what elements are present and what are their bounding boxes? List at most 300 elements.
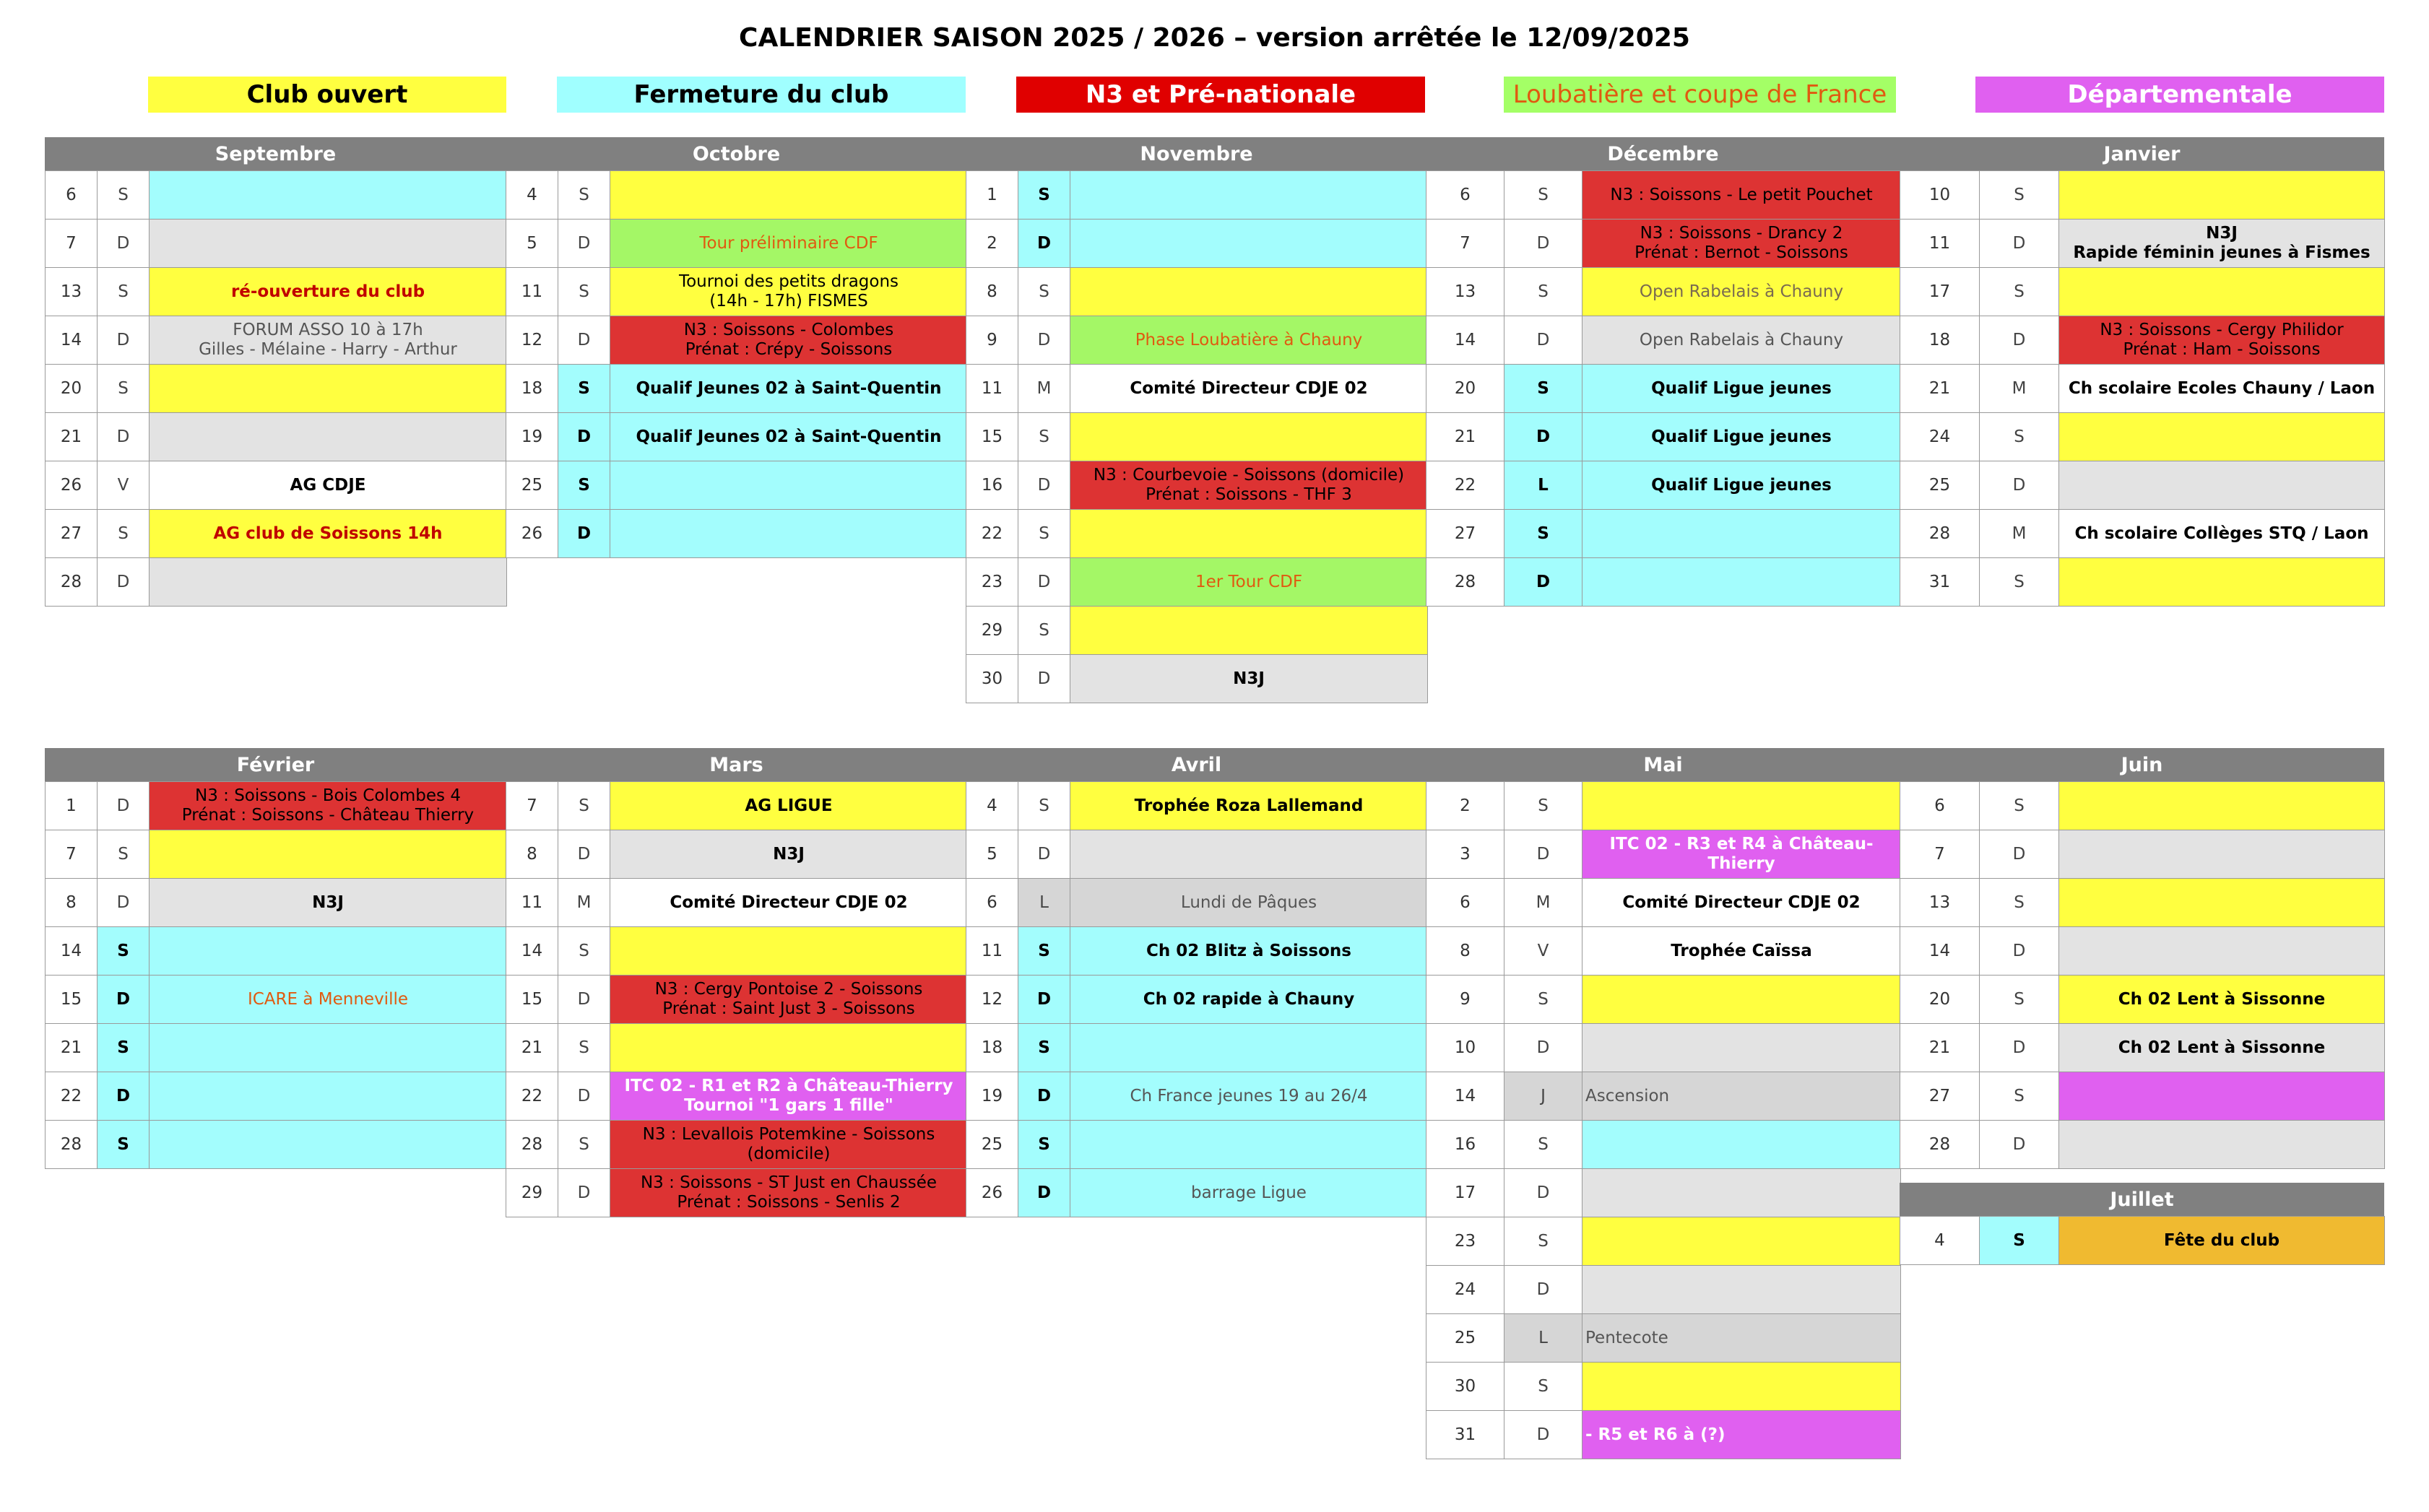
event-cell-empty — [1582, 1120, 1901, 1169]
day-number: 1 — [966, 170, 1018, 220]
day-number: 19 — [966, 1072, 1018, 1121]
calendar-row — [45, 975, 506, 1023]
event-cell-empty — [610, 461, 968, 510]
event-cell-empty — [1582, 1168, 1901, 1217]
day-number: 17 — [1426, 1168, 1504, 1217]
day-of-week: D — [1504, 557, 1582, 607]
calendar-row — [1426, 364, 1900, 412]
calendar-row — [45, 170, 506, 219]
day-number: 25 — [1900, 461, 1980, 510]
month-header-octobre: Octobre — [506, 137, 967, 170]
event-cell: AG LIGUE — [610, 781, 968, 830]
day-number: 26 — [506, 509, 558, 558]
day-number: 23 — [1426, 1217, 1504, 1266]
event-cell-empty — [2058, 461, 2385, 510]
calendar-row — [1426, 1410, 1900, 1459]
calendar-row — [966, 606, 1427, 654]
day-of-week: D — [1018, 975, 1070, 1024]
calendar-row — [506, 975, 967, 1023]
day-of-week: D — [97, 316, 150, 365]
day-of-week: S — [558, 461, 610, 510]
event-cell-empty — [2058, 1072, 2385, 1121]
day-of-week: D — [1018, 557, 1070, 607]
day-of-week: S — [1018, 1120, 1070, 1169]
day-number: 7 — [45, 219, 98, 268]
calendar-row — [45, 1120, 506, 1168]
day-number: 21 — [1426, 412, 1504, 461]
event-cell-empty — [1582, 1362, 1901, 1411]
day-of-week: D — [1504, 219, 1582, 268]
calendar-row — [966, 781, 1427, 830]
month-header-avril: Avril — [966, 748, 1427, 781]
day-of-week: S — [1018, 606, 1070, 655]
day-of-week: D — [1018, 316, 1070, 365]
calendar-row — [1900, 461, 2384, 509]
calendar-row — [1900, 170, 2384, 219]
calendar-row — [1426, 926, 1900, 975]
event-cell-empty — [1070, 1023, 1428, 1072]
day-of-week: D — [1979, 830, 2059, 879]
day-of-week: D — [97, 1072, 150, 1121]
calendar-row — [1426, 1313, 1900, 1362]
calendar-row — [506, 1120, 967, 1168]
day-number: 27 — [1900, 1072, 1980, 1121]
day-of-week: D — [1018, 830, 1070, 879]
day-of-week: D — [558, 1168, 610, 1217]
event-cell: Phase Loubatière à Chauny — [1070, 316, 1428, 365]
event-cell-empty — [1582, 509, 1901, 558]
event-cell: N3 : Courbevoie - Soissons (domicile) Prénat : Soissons - THF 3 — [1070, 461, 1428, 510]
day-number: 30 — [1426, 1362, 1504, 1411]
legend-club-open: Club ouvert — [148, 77, 506, 113]
calendar-row — [1426, 412, 1900, 461]
day-number: 14 — [1900, 926, 1980, 976]
day-of-week: S — [1018, 781, 1070, 830]
calendar-row — [966, 509, 1427, 557]
calendar-row — [966, 461, 1427, 509]
calendar-row — [1426, 509, 1900, 557]
day-number: 10 — [1900, 170, 1980, 220]
event-cell: N3 : Soissons - Cergy Philidor Prénat : Ham - Soissons — [2058, 316, 2385, 365]
day-of-week: S — [97, 1023, 150, 1072]
day-number: 31 — [1900, 557, 1980, 607]
event-cell-empty — [1070, 170, 1428, 220]
day-of-week: D — [558, 830, 610, 879]
calendar-row — [506, 878, 967, 926]
page-title: CALENDRIER SAISON 2025 / 2026 – version arrêtée le 12/09/2025 — [739, 23, 1690, 53]
day-of-week: S — [1979, 170, 2059, 220]
calendar-row — [45, 316, 506, 364]
day-number: 15 — [45, 975, 98, 1024]
day-number: 9 — [966, 316, 1018, 365]
month-header-septembre: Septembre — [45, 137, 506, 170]
event-cell-empty — [149, 412, 507, 461]
day-number: 11 — [966, 926, 1018, 976]
event-cell: N3J — [1070, 654, 1428, 703]
month-header-mars: Mars — [506, 748, 967, 781]
event-cell-empty — [610, 170, 968, 220]
day-number: 6 — [1900, 781, 1980, 830]
event-cell: Qualif Jeunes 02 à Saint-Quentin — [610, 412, 968, 461]
day-of-week: D — [558, 219, 610, 268]
day-of-week: D — [1979, 926, 2059, 976]
calendar-row — [966, 1072, 1427, 1120]
calendar-row — [1900, 1216, 2384, 1264]
day-number: 1 — [45, 781, 98, 830]
calendar-row — [45, 878, 506, 926]
event-cell: Ch scolaire Collèges STQ / Laon — [2058, 509, 2385, 558]
day-of-week: S — [558, 781, 610, 830]
calendar-row — [1900, 267, 2384, 316]
day-number: 13 — [45, 267, 98, 316]
calendar-row — [506, 412, 967, 461]
calendar-row — [1426, 781, 1900, 830]
day-number: 6 — [45, 170, 98, 220]
day-of-week: V — [97, 461, 150, 510]
day-of-week: D — [1504, 1023, 1582, 1072]
day-of-week: D — [558, 509, 610, 558]
event-cell: Comité Directeur CDJE 02 — [610, 878, 968, 927]
calendar-row — [1900, 412, 2384, 461]
day-of-week: D — [1018, 654, 1070, 703]
day-number: 22 — [1426, 461, 1504, 510]
event-cell-empty — [2058, 781, 2385, 830]
event-cell: ré-ouverture du club — [149, 267, 507, 316]
day-of-week: S — [558, 267, 610, 316]
day-of-week: S — [97, 926, 150, 976]
calendar-row — [966, 975, 1427, 1023]
day-number: 28 — [1900, 509, 1980, 558]
day-of-week: D — [1504, 1410, 1582, 1459]
day-number: 21 — [506, 1023, 558, 1072]
calendar-row — [1426, 461, 1900, 509]
calendar-row — [506, 364, 967, 412]
event-cell: AG club de Soissons 14h — [149, 509, 507, 558]
day-of-week: J — [1504, 1072, 1582, 1121]
calendar-row — [1426, 219, 1900, 267]
day-number: 29 — [506, 1168, 558, 1217]
day-number: 5 — [506, 219, 558, 268]
day-number: 18 — [966, 1023, 1018, 1072]
event-cell: Trophée Roza Lallemand — [1070, 781, 1428, 830]
day-number: 28 — [506, 1120, 558, 1169]
day-of-week: D — [558, 412, 610, 461]
event-cell: Comité Directeur CDJE 02 — [1070, 364, 1428, 413]
day-of-week: D — [97, 975, 150, 1024]
day-of-week: M — [558, 878, 610, 927]
day-of-week: D — [97, 781, 150, 830]
day-number: 30 — [966, 654, 1018, 703]
day-of-week: D — [1504, 1265, 1582, 1314]
day-of-week: S — [1504, 1120, 1582, 1169]
day-number: 22 — [45, 1072, 98, 1121]
day-of-week: D — [1018, 1168, 1070, 1217]
event-cell-empty — [1582, 1023, 1901, 1072]
day-of-week: D — [97, 557, 150, 607]
month-header-juin: Juin — [1900, 748, 2384, 781]
event-cell-empty — [1070, 509, 1428, 558]
event-cell: Ch scolaire Ecoles Chauny / Laon — [2058, 364, 2385, 413]
event-cell-empty — [149, 219, 507, 268]
day-of-week: S — [1018, 170, 1070, 220]
day-number: 18 — [506, 364, 558, 413]
day-of-week: S — [1504, 509, 1582, 558]
calendar-row — [1426, 975, 1900, 1023]
day-number: 24 — [1900, 412, 1980, 461]
day-number: 28 — [1426, 557, 1504, 607]
calendar-row — [966, 830, 1427, 878]
day-of-week: D — [1018, 219, 1070, 268]
legend-departementale: Départementale — [1975, 77, 2384, 113]
day-of-week: S — [558, 926, 610, 976]
day-of-week: D — [1504, 1168, 1582, 1217]
day-number: 12 — [506, 316, 558, 365]
event-cell: FORUM ASSO 10 à 17h Gilles - Mélaine - Harry - Arthur — [149, 316, 507, 365]
day-number: 7 — [45, 830, 98, 879]
day-number: 28 — [45, 557, 98, 607]
day-of-week: D — [1979, 316, 2059, 365]
event-cell: Trophée Caïssa — [1582, 926, 1901, 976]
event-cell-empty — [2058, 1120, 2385, 1169]
day-of-week: D — [1504, 412, 1582, 461]
month-header-juillet: Juillet — [1900, 1183, 2384, 1216]
day-of-week: S — [1504, 1217, 1582, 1266]
day-number: 19 — [506, 412, 558, 461]
day-of-week: S — [1018, 1023, 1070, 1072]
day-of-week: L — [1504, 1313, 1582, 1363]
legend-club-closed: Fermeture du club — [557, 77, 966, 113]
day-of-week: L — [1504, 461, 1582, 510]
day-number: 21 — [1900, 364, 1980, 413]
event-cell: AG CDJE — [149, 461, 507, 510]
day-of-week: D — [1018, 461, 1070, 510]
day-of-week: S — [1979, 412, 2059, 461]
day-number: 4 — [506, 170, 558, 220]
calendar-row — [966, 316, 1427, 364]
day-of-week: V — [1504, 926, 1582, 976]
day-of-week: S — [1018, 926, 1070, 976]
calendar-row — [506, 170, 967, 219]
day-number: 14 — [1426, 316, 1504, 365]
day-number: 8 — [1426, 926, 1504, 976]
day-number: 5 — [966, 830, 1018, 879]
day-of-week: S — [1979, 267, 2059, 316]
calendar-row — [1426, 267, 1900, 316]
calendar-row — [1900, 1023, 2384, 1072]
month-header-novembre: Novembre — [966, 137, 1427, 170]
calendar-row — [1900, 557, 2384, 606]
event-cell-empty — [1582, 975, 1901, 1024]
day-number: 21 — [45, 412, 98, 461]
calendar-row — [966, 364, 1427, 412]
day-of-week: S — [1504, 975, 1582, 1024]
event-cell: N3J — [610, 830, 968, 879]
calendar-row — [45, 219, 506, 267]
day-number: 6 — [1426, 878, 1504, 927]
calendar-row — [506, 1072, 967, 1120]
event-cell-empty — [2058, 267, 2385, 316]
event-cell-empty — [149, 1023, 507, 1072]
day-of-week: S — [97, 364, 150, 413]
calendar-row — [1426, 1362, 1900, 1410]
day-number: 14 — [45, 926, 98, 976]
event-cell: N3J Rapide féminin jeunes à Fismes — [2058, 219, 2385, 268]
day-number: 11 — [1900, 219, 1980, 268]
day-of-week: S — [97, 830, 150, 879]
event-cell-empty — [1070, 267, 1428, 316]
day-number: 15 — [506, 975, 558, 1024]
calendar-row — [1900, 878, 2384, 926]
event-cell-empty — [149, 1072, 507, 1121]
day-of-week: S — [1979, 1072, 2059, 1121]
calendar-row — [966, 1120, 1427, 1168]
event-cell: 1er Tour CDF — [1070, 557, 1428, 607]
calendar-row — [506, 219, 967, 267]
day-number: 8 — [966, 267, 1018, 316]
month-header-fevrier: Février — [45, 748, 506, 781]
day-number: 6 — [966, 878, 1018, 927]
day-number: 7 — [506, 781, 558, 830]
event-cell-empty — [149, 926, 507, 976]
event-cell: N3J — [149, 878, 507, 927]
day-of-week: M — [1979, 364, 2059, 413]
day-number: 4 — [966, 781, 1018, 830]
calendar-row — [966, 219, 1427, 267]
day-number: 6 — [1426, 170, 1504, 220]
day-number: 14 — [1426, 1072, 1504, 1121]
calendar-row — [45, 557, 506, 606]
event-cell-empty — [1582, 1217, 1901, 1266]
event-cell-empty — [149, 1120, 507, 1169]
calendar-row — [45, 267, 506, 316]
event-cell: Qualif Ligue jeunes — [1582, 412, 1901, 461]
event-cell-empty — [1070, 1120, 1428, 1169]
event-cell: N3 : Soissons - Le petit Pouchet — [1582, 170, 1901, 220]
day-of-week: M — [1979, 509, 2059, 558]
day-number: 13 — [1900, 878, 1980, 927]
day-number: 7 — [1900, 830, 1980, 879]
calendar-row — [45, 461, 506, 509]
day-of-week: S — [1979, 878, 2059, 927]
event-cell: Fête du club — [2058, 1216, 2385, 1265]
event-cell-empty — [1582, 781, 1901, 830]
day-of-week: S — [97, 267, 150, 316]
calendar-row — [1900, 975, 2384, 1023]
calendar-row — [1900, 1072, 2384, 1120]
day-number: 11 — [506, 878, 558, 927]
event-cell: barrage Ligue — [1070, 1168, 1428, 1217]
event-cell: Ch 02 Lent à Sissonne — [2058, 975, 2385, 1024]
day-number: 21 — [1900, 1023, 1980, 1072]
event-cell: Open Rabelais à Chauny — [1582, 267, 1901, 316]
day-number: 24 — [1426, 1265, 1504, 1314]
day-number: 20 — [1900, 975, 1980, 1024]
day-number: 27 — [45, 509, 98, 558]
day-number: 25 — [506, 461, 558, 510]
event-cell: Qualif Ligue jeunes — [1582, 364, 1901, 413]
calendar-row — [966, 654, 1427, 703]
day-number: 20 — [45, 364, 98, 413]
calendar-row — [1426, 878, 1900, 926]
day-of-week: D — [97, 412, 150, 461]
day-number: 31 — [1426, 1410, 1504, 1459]
event-cell: - R5 et R6 à (?) — [1582, 1410, 1901, 1459]
event-cell: N3 : Levallois Potemkine - Soissons (domicile) — [610, 1120, 968, 1169]
event-cell: N3 : Soissons - ST Just en Chaussée Prénat : Soissons - Senlis 2 — [610, 1168, 968, 1217]
day-of-week: S — [558, 1023, 610, 1072]
day-of-week: S — [97, 509, 150, 558]
calendar-row — [966, 170, 1427, 219]
day-of-week: S — [1979, 781, 2059, 830]
day-number: 12 — [966, 975, 1018, 1024]
calendar-row — [966, 1023, 1427, 1072]
day-of-week: S — [558, 364, 610, 413]
calendar-row — [45, 781, 506, 830]
day-number: 2 — [1426, 781, 1504, 830]
day-of-week: S — [1018, 412, 1070, 461]
day-number: 4 — [1900, 1216, 1980, 1265]
month-header-decembre: Décembre — [1426, 137, 1900, 170]
calendar-row — [45, 1023, 506, 1072]
event-cell-empty — [2058, 926, 2385, 976]
legend-loubatiere-cdf: Loubatière et coupe de France — [1504, 77, 1896, 113]
event-cell-empty — [1582, 557, 1901, 607]
event-cell-empty — [2058, 412, 2385, 461]
day-of-week: D — [97, 878, 150, 927]
event-cell-empty — [610, 926, 968, 976]
calendar-row — [1900, 364, 2384, 412]
event-cell: Ch 02 Blitz à Soissons — [1070, 926, 1428, 976]
calendar-row — [506, 316, 967, 364]
calendar-row — [506, 926, 967, 975]
day-number: 28 — [45, 1120, 98, 1169]
day-number: 14 — [506, 926, 558, 976]
day-number: 26 — [966, 1168, 1018, 1217]
day-of-week: D — [1979, 1023, 2059, 1072]
event-cell: Qualif Jeunes 02 à Saint-Quentin — [610, 364, 968, 413]
day-of-week: D — [1504, 316, 1582, 365]
day-number: 27 — [1426, 509, 1504, 558]
calendar-row — [1426, 1072, 1900, 1120]
day-of-week: L — [1018, 878, 1070, 927]
calendar-row — [45, 830, 506, 878]
day-number: 20 — [1426, 364, 1504, 413]
day-number: 13 — [1426, 267, 1504, 316]
event-cell-empty — [2058, 830, 2385, 879]
day-number: 10 — [1426, 1023, 1504, 1072]
day-of-week: D — [1979, 1120, 2059, 1169]
legend-n3-prenationale: N3 et Pré-nationale — [1016, 77, 1425, 113]
calendar-row — [45, 412, 506, 461]
calendar-row — [966, 412, 1427, 461]
event-cell: Qualif Ligue jeunes — [1582, 461, 1901, 510]
day-of-week: M — [1018, 364, 1070, 413]
event-cell-empty — [1070, 606, 1428, 655]
day-of-week: D — [558, 316, 610, 365]
day-of-week: S — [97, 1120, 150, 1169]
calendar-row — [506, 781, 967, 830]
calendar-row — [966, 878, 1427, 926]
event-cell-empty — [1070, 830, 1428, 879]
day-number: 22 — [966, 509, 1018, 558]
calendar-row — [1426, 1120, 1900, 1168]
calendar-row — [966, 267, 1427, 316]
calendar-row — [966, 1168, 1427, 1217]
event-cell: N3 : Soissons - Colombes Prénat : Crépy - Soissons — [610, 316, 968, 365]
day-number: 3 — [1426, 830, 1504, 879]
calendar-row — [1426, 170, 1900, 219]
day-of-week: D — [1979, 461, 2059, 510]
